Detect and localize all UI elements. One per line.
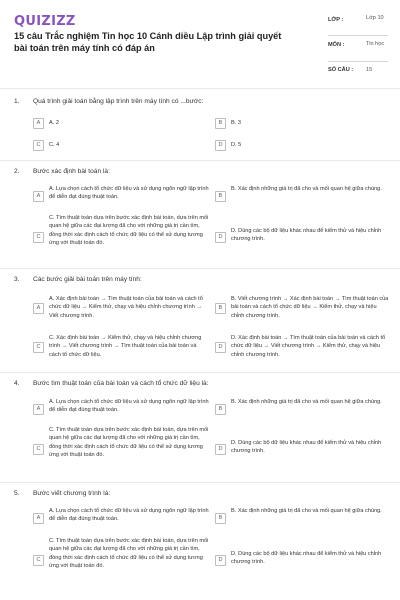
question-text: Bước viết chương trình là: (33, 490, 111, 497)
option-letter-box[interactable]: C (33, 444, 44, 455)
option-text: A. Lựa chọn cách tổ chức dữ liệu và sử dụng ngôn ngữ lập trình để diễn đạt đúng thuật toán. (49, 186, 209, 201)
option-letter-box[interactable]: A (33, 404, 44, 415)
option-d[interactable] (215, 140, 385, 152)
meta-subject-label: MÔN : (328, 42, 345, 48)
question-number: 5. (14, 490, 20, 497)
option-a[interactable] (33, 185, 211, 209)
option-letter-box[interactable]: B (215, 404, 226, 415)
meta-subject-value: Tin học (366, 41, 385, 47)
option-a[interactable] (33, 507, 211, 531)
option-b[interactable] (215, 118, 385, 130)
option-text: A. Xác định bài toán → Tìm thuật toán của bài toán và cách tổ chức dữ liệu → Kiểm thử, chạy và hiệu chỉnh chương trình → Viết chương trình. (49, 296, 203, 319)
quizizz-logo[interactable]: QUIZIZZ (14, 14, 76, 29)
option-text: C. Tìm thuật toán dựa trên bước xác định bài toán, dựa trên mối quan hệ giữa các đại lượng đã cho với những giá trị cần tìm, đồng thời xác định cách tổ chức dữ liệu có thể sử dụng tương ứng với thuật toán đó. (49, 538, 209, 569)
meta-row-subject (328, 38, 388, 62)
option-b[interactable] (215, 295, 390, 323)
option-b[interactable] (215, 398, 390, 422)
option-c[interactable] (33, 334, 211, 362)
option-c[interactable] (33, 537, 211, 585)
section-divider (0, 88, 400, 89)
option-letter-box[interactable]: B (215, 191, 226, 202)
option-text: C. Tìm thuật toán dựa trên bước xác định bài toán, dựa trên mối quan hệ giữa các đại lượng đã cho với những giá trị cần tìm, đồng thời xác định cách tổ chức dữ liệu có thể sử dụng tương ứng với thuật toán đó. (49, 427, 209, 458)
option-c[interactable] (33, 214, 211, 262)
option-b[interactable] (215, 185, 390, 209)
option-letter-box[interactable]: C (33, 555, 44, 566)
option-d[interactable] (215, 438, 390, 462)
meta-class-value: Lớp 10 (366, 15, 384, 21)
meta-row-count (328, 64, 388, 80)
question-text: Quá trình giải toán bằng lập trình trên máy tính có ...bước: (33, 98, 204, 105)
option-d[interactable] (215, 226, 390, 250)
option-letter-box[interactable]: C (33, 140, 44, 151)
page-title: 15 câu Trắc nghiệm Tin học 10 Cánh diều Lập trình giải quyết bài toán trên máy tính có đáp án (14, 31, 282, 53)
question-number: 1. (14, 98, 20, 105)
option-letter-box[interactable]: A (33, 118, 44, 129)
option-text: B. 3 (231, 120, 241, 126)
option-text: C. 4 (49, 142, 60, 148)
option-text: B. Xác định những giá trị đã cho và mối quan hệ giữa chúng. (231, 508, 382, 514)
option-letter-box[interactable]: A (33, 191, 44, 202)
option-a[interactable] (33, 398, 211, 422)
option-text: D. Dùng các bộ dữ liệu khác nhau để kiểm thử và hiệu chỉnh chương trình. (231, 440, 382, 455)
section-divider (0, 268, 400, 269)
question-number: 3. (14, 276, 20, 283)
option-letter-box[interactable]: C (33, 342, 44, 353)
option-letter-box[interactable]: D (215, 555, 226, 566)
option-letter-box[interactable]: B (215, 303, 226, 314)
option-d[interactable] (215, 549, 390, 573)
option-text: B. Xác định những giá trị đã cho và mối quan hệ giữa chúng. (231, 186, 382, 192)
option-text: B. Viết chương trình → Xác định bài toán → Tìm thuật toán của bài toán và cách tổ chức dữ liệu → Kiểm thử, chạy và hiệu chỉnh chương trình. (231, 296, 389, 319)
option-a[interactable] (33, 118, 203, 130)
option-d[interactable] (215, 334, 390, 362)
question-text: Bước xác định bài toán là: (33, 168, 110, 175)
option-letter-box[interactable]: B (215, 118, 226, 129)
option-text: D. Dùng các bộ dữ liệu khác nhau để kiểm thử và hiệu chỉnh chương trình. (231, 551, 382, 566)
option-a[interactable] (33, 295, 211, 323)
option-text: A. 2 (49, 120, 59, 126)
option-text: A. Lựa chọn cách tổ chức dữ liệu và sử dụng ngôn ngữ lập trình để diễn đạt đúng thuật toán. (49, 399, 209, 414)
option-letter-box[interactable]: A (33, 513, 44, 524)
option-text: D. Dùng các bộ dữ liệu khác nhau để kiểm thử và hiệu chỉnh chương trình. (231, 228, 382, 243)
meta-class-label: LỚP : (328, 17, 344, 23)
meta-row-class (328, 12, 388, 36)
option-letter-box[interactable]: A (33, 303, 44, 314)
section-divider (0, 482, 400, 483)
option-letter-box[interactable]: D (215, 444, 226, 455)
option-b[interactable] (215, 507, 390, 531)
question-text: Các bước giải bài toán trên máy tính: (33, 276, 142, 283)
option-c[interactable] (33, 140, 203, 152)
option-letter-box[interactable]: C (33, 232, 44, 243)
option-text: D. Xác định bài toán → Tìm thuật toán của bài toán và cách tổ chức dữ liệu → Viết chương trình → Kiểm thử, chạy và hiệu chỉnh chương trình. (231, 335, 386, 358)
option-letter-box[interactable]: B (215, 513, 226, 524)
section-divider (0, 372, 400, 373)
meta-count-value: 15 (366, 67, 373, 73)
option-letter-box[interactable]: D (215, 232, 226, 243)
question-number: 2. (14, 168, 20, 175)
option-c[interactable] (33, 426, 211, 474)
option-text: B. Xác định những giá trị đã cho và mối quan hệ giữa chúng. (231, 399, 382, 405)
option-letter-box[interactable]: D (215, 342, 226, 353)
meta-count-label: SỐ CÂU : (328, 67, 354, 73)
question-text: Bước tìm thuật toán của bài toán và cách tổ chức dữ liệu là: (33, 380, 209, 387)
option-text: C. Tìm thuật toán dựa trên bước xác định bài toán, dựa trên mối quan hệ giữa các đại lượng đã cho với những giá trị cần tìm, đồng thời xác định cách tổ chức dữ liệu có thể sử dụng tương ứng với thuật toán đó. (49, 215, 209, 246)
option-text: A. Lựa chọn cách tổ chức dữ liệu và sử dụng ngôn ngữ lập trình để diễn đạt đúng thuật toán. (49, 508, 209, 523)
option-text: D. 5 (231, 142, 242, 148)
section-divider (0, 160, 400, 161)
question-number: 4. (14, 380, 20, 387)
option-text: C. Xác định bài toán → Kiểm thử, chạy và hiệu chỉnh chương trình → Viết chương trình → Tìm thuật toán của bài toán và cách tổ chức dữ liệu. (49, 335, 202, 358)
worksheet-header (0, 0, 400, 86)
option-letter-box[interactable]: D (215, 140, 226, 151)
